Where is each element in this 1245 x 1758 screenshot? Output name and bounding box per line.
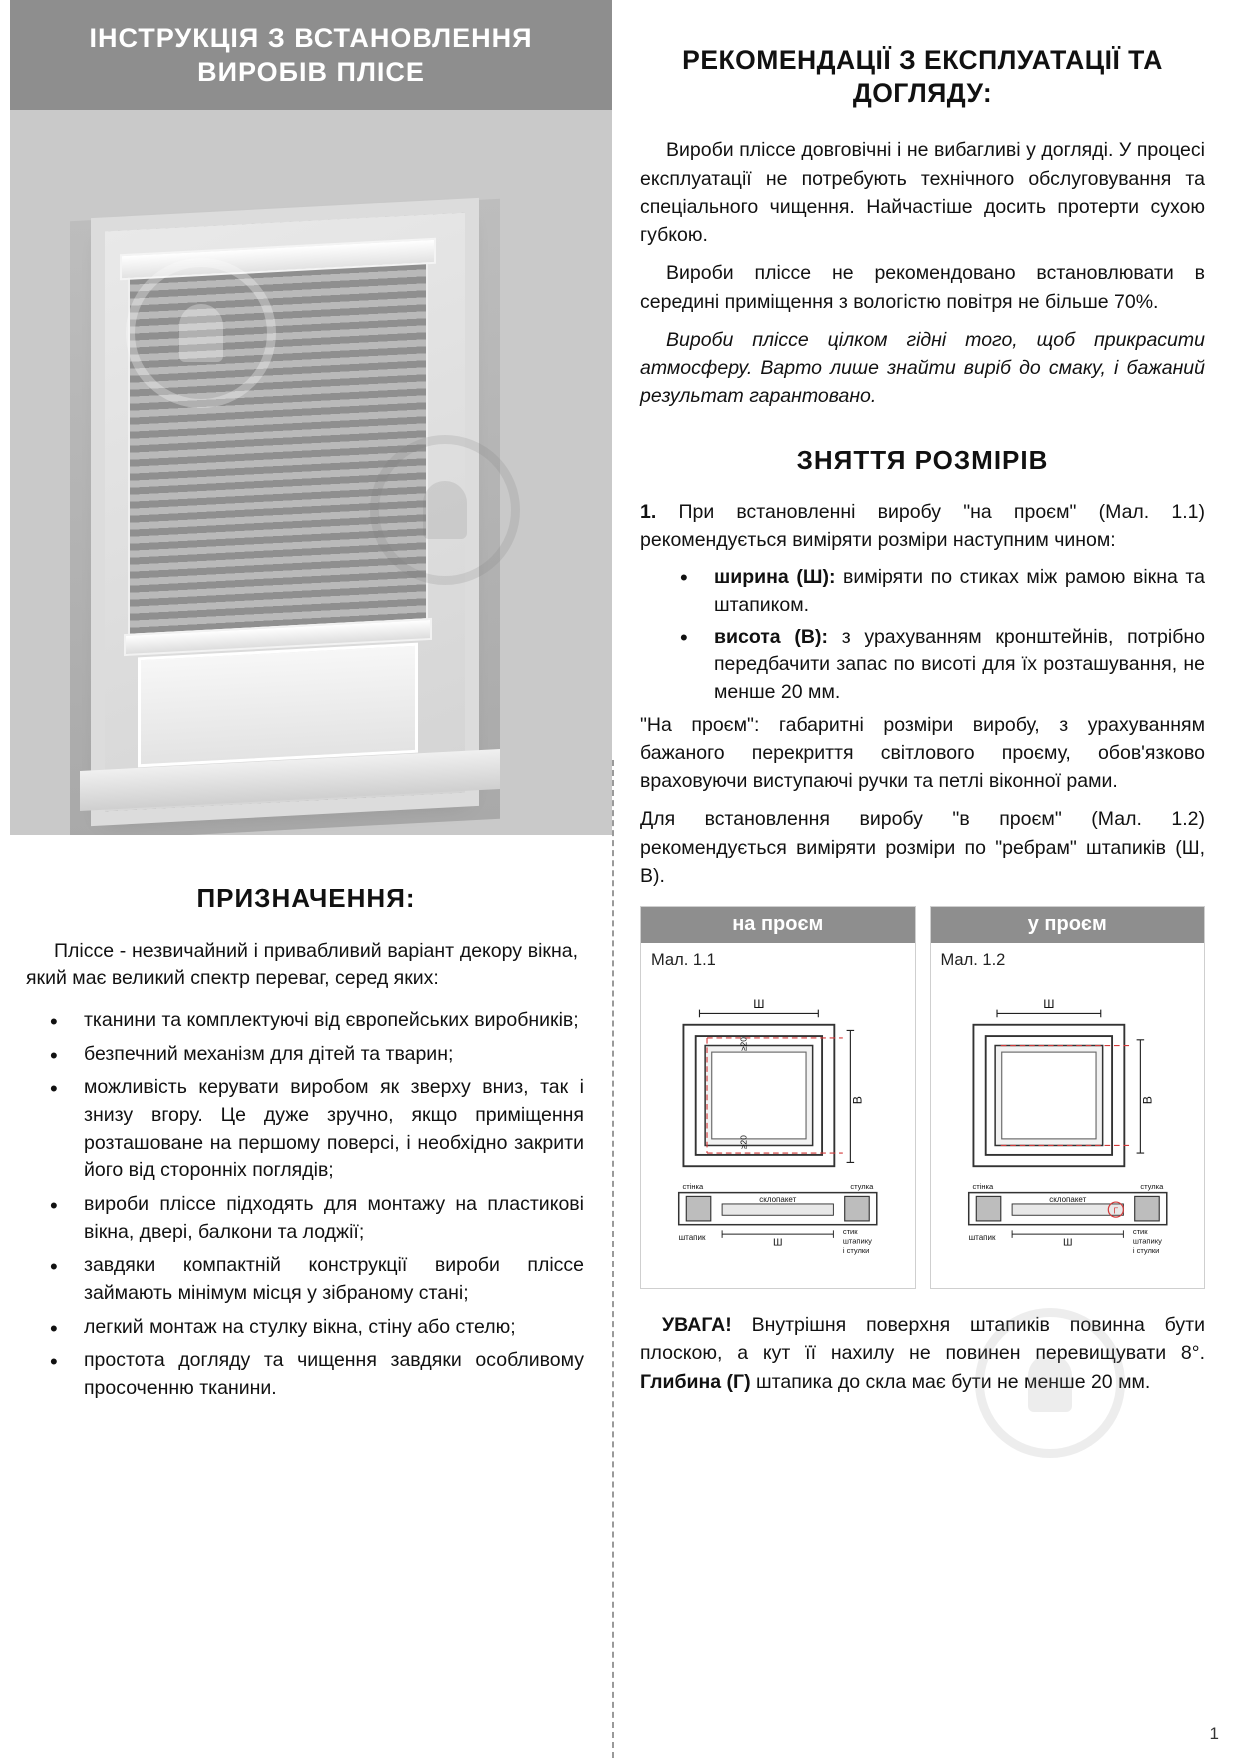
- care-paragraph: Вироби пліссе довговічні і не вибагливі у догляді. У процесі експлуатації не потребують технічного обслуговування та спеціального чищення. Найчастіше досить протерти сухою губкою.: [640, 139, 1205, 247]
- measure-text-height: з урахуванням кронштейнів, потрібно передбачити запас по висоті для їх розташування, не менше 20 мм.: [714, 625, 1205, 703]
- measurement-title: ЗНЯТТЯ РОЗМІРІВ: [796, 444, 1049, 475]
- svg-text:штапик: штапик: [678, 1232, 706, 1242]
- warning-depth-term: Глибина (Г): [640, 1370, 751, 1393]
- measure-text-width: виміряти по стиках між рамою вікна та штапиком.: [714, 566, 1205, 616]
- measurement-intro-number: 1.: [640, 500, 657, 523]
- svg-text:Г: Г: [1113, 1205, 1118, 1216]
- svg-text:стик: стик: [842, 1227, 858, 1237]
- diagram-drawing: [931, 969, 1205, 1288]
- measurement-list: [640, 564, 1205, 706]
- purpose-bullet-list: [26, 1007, 584, 1403]
- purpose-title: ПРИЗНАЧЕННЯ:: [196, 882, 416, 913]
- warning-text-2: штапика до скла має бути не менше 20 мм.: [750, 1370, 1151, 1393]
- page-number: 1: [1209, 1724, 1219, 1743]
- list-item: • можливість керувати виробом як зверху вниз, так і знизу вгору. Це дуже зручно, якщо приміщення розташоване на першому поверсі, і необхідно закрити його від сторонніх поглядів;: [26, 1074, 584, 1185]
- svg-text:стулка: стулка: [1139, 1182, 1163, 1192]
- care-paragraph: Вироби пліссе не рекомендовано встановлювати в середині приміщення з вологістю повітря не більше 70%.: [640, 262, 1205, 313]
- list-item: • простота догляду та чищення завдяки особливому просоченню тканини.: [26, 1347, 584, 1402]
- svg-text:В: В: [1140, 1096, 1155, 1105]
- watermark-icon: [126, 258, 276, 408]
- right-column: [612, 0, 1245, 1758]
- svg-text:В: В: [850, 1096, 865, 1105]
- diagram-header: у проєм: [931, 907, 1205, 943]
- svg-text:Ш: Ш: [753, 996, 765, 1011]
- measurement-note-in: Для встановлення виробу "в проєм" (Мал. 1.2) рекомендується виміряти розміри по "ребрам" штапиків (Ш, В).: [640, 808, 1205, 887]
- care-paragraph-italic: Вироби пліссе цілком гідні того, щоб прикрасити атмосферу. Варто лише знайти виріб до смаку, і бажаний результат гарантовано.: [640, 328, 1205, 408]
- diagram-body: [931, 943, 1205, 1288]
- diagram-row: [640, 906, 1205, 1289]
- diagram-header: на проєм: [641, 907, 915, 943]
- measurement-intro-text: При встановленні виробу "на проєм" (Мал. 1.1) рекомендується виміряти розміри наступним чином:: [640, 500, 1205, 551]
- svg-text:≥20: ≥20: [738, 1135, 749, 1150]
- diagram-drawing: [641, 969, 915, 1288]
- svg-text:і стулки: і стулки: [1132, 1246, 1159, 1256]
- measure-term-height: висота (В):: [714, 625, 828, 648]
- svg-text:склопакет: склопакет: [759, 1195, 797, 1205]
- svg-text:і стулки: і стулки: [842, 1246, 870, 1256]
- diagram-on-opening: [640, 906, 916, 1289]
- care-title: РЕКОМЕНДАЦІЇ З ЕКСПЛУАТАЦІЇ ТА ДОГЛЯДУ:: [682, 45, 1163, 109]
- watermark-icon: [975, 1308, 1125, 1458]
- svg-text:Ш: Ш: [773, 1237, 783, 1249]
- page-title: ІНСТРУКЦІЯ З ВСТАНОВЛЕННЯ ВИРОБІВ ПЛІСЕ: [10, 0, 612, 110]
- svg-text:стулка: стулка: [850, 1182, 874, 1192]
- watermark-icon: [370, 435, 520, 585]
- warning-text-1: Внутрішня поверхня штапиків повинна бути плоскою, а кут її нахилу не повинен перевищувати 8°.: [640, 1314, 1205, 1365]
- svg-text:склопакет: склопакет: [1048, 1195, 1086, 1205]
- diagram-body: [641, 943, 915, 1288]
- purpose-intro: Пліссе - незвичайний і привабливий варіант декору вікна, який має великий спектр переваг, серед яких:: [26, 939, 578, 990]
- svg-text:≥20: ≥20: [738, 1037, 749, 1052]
- installation-photo: [10, 110, 612, 835]
- diagram-caption: Мал. 1.1: [651, 951, 716, 970]
- list-item: • легкий монтаж на стулку вікна, стіну або стелю;: [26, 1314, 584, 1342]
- svg-text:штапику: штапику: [1132, 1236, 1162, 1246]
- measure-term-width: ширина (Ш):: [714, 566, 836, 589]
- measurement-note-on: "На проєм": габаритні розміри виробу, з урахуванням бажаного перекриття світлового проєму, обов'язково враховуючи виступаючі ручки та петлі віконної рами.: [640, 713, 1205, 793]
- list-item: [640, 564, 1205, 619]
- list-item: • завдяки компактній конструкції вироби пліссе займають мінімум місця у зібраному стані;: [26, 1252, 584, 1307]
- svg-text:Ш: Ш: [1042, 996, 1055, 1011]
- svg-text:штапику: штапику: [842, 1236, 872, 1246]
- window-glass: [138, 642, 418, 767]
- svg-text:Ш: Ш: [1062, 1237, 1072, 1249]
- list-item: • безпечний механізм для дітей та тварин;: [26, 1041, 584, 1069]
- diagram-in-opening: [930, 906, 1206, 1289]
- diagram-caption: Мал. 1.2: [940, 951, 1006, 970]
- list-item: [640, 624, 1205, 707]
- svg-text:стінка: стінка: [682, 1182, 704, 1192]
- warning-label: УВАГА!: [662, 1314, 732, 1337]
- list-item: • тканини та комплектуючі від європейських виробників;: [26, 1007, 584, 1035]
- left-column: [0, 0, 612, 1758]
- svg-text:стик: стик: [1132, 1227, 1148, 1237]
- svg-text:штапик: штапик: [968, 1232, 995, 1242]
- measurement-intro: [640, 498, 1205, 555]
- list-item: • вироби пліссе підходять для монтажу на пластикові вікна, двері, балкони та лоджії;: [26, 1191, 584, 1246]
- svg-text:стінка: стінка: [971, 1182, 993, 1192]
